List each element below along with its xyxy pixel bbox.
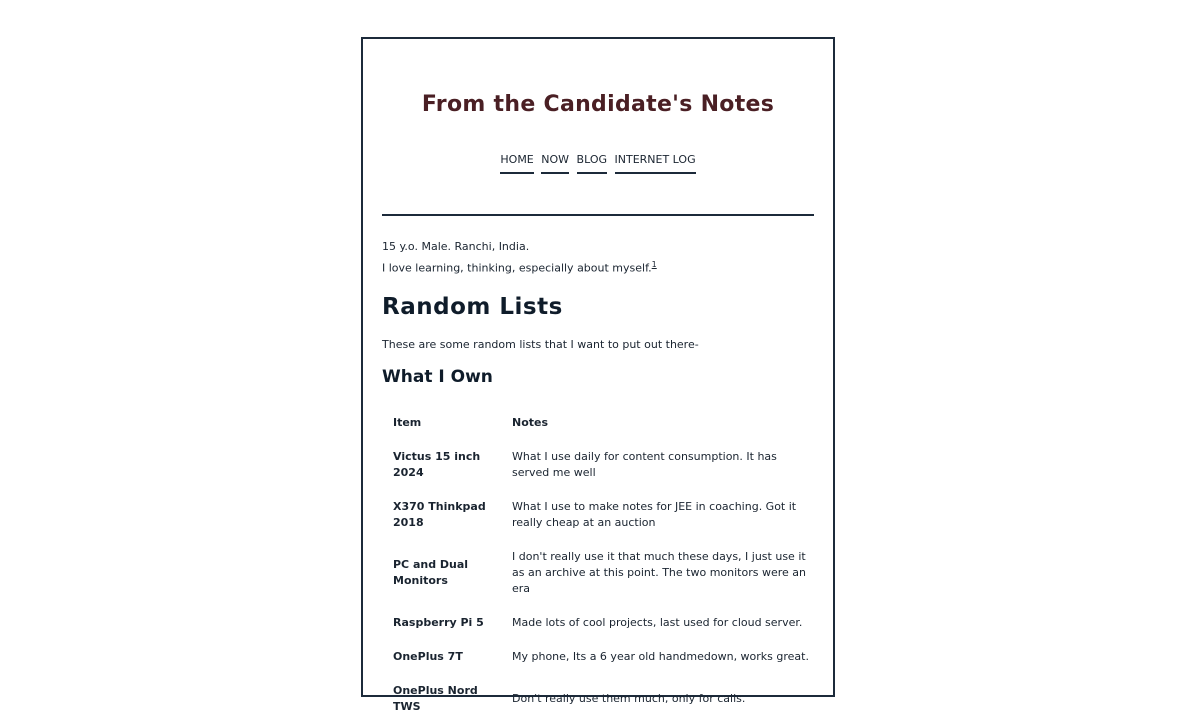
nav-home-link[interactable]: HOME (500, 153, 533, 174)
note-cell: Made lots of cool projects, last used for cloud server. (512, 615, 803, 629)
item-cell: X370 Thinkpad 2018 (393, 499, 486, 529)
page-card (361, 37, 835, 713)
table-row (382, 490, 818, 540)
main-nav (382, 153, 814, 174)
table-row (382, 440, 818, 490)
item-cell: Victus 15 inch 2024 (393, 449, 481, 479)
subsection-heading: What I Own (382, 366, 493, 387)
table-row (382, 540, 818, 606)
item-cell: OnePlus Nord TWS (393, 683, 478, 713)
table-row (382, 674, 818, 724)
note-cell: My phone, Its a 6 year old handmedown, works great. (512, 649, 809, 663)
note-cell: I don't really use it that much these days, I just use it as an archive at this point. The two monitors were an era (512, 549, 806, 595)
site-title: From the Candidate's Notes (421, 92, 775, 117)
table-header-row (382, 406, 818, 440)
intro-line-2-text: I love learning, thinking, especially about myself. (382, 261, 652, 275)
table-row (382, 606, 818, 640)
footnote-link[interactable]: 1 (651, 260, 657, 269)
nav-blog-link[interactable]: BLOG (577, 153, 607, 174)
note-cell: What I use to make notes for JEE in coaching. Got it really cheap at an auction (512, 499, 797, 529)
table-row (382, 640, 818, 674)
note-cell: Don't really use them much, only for calls. (512, 691, 746, 705)
intro (382, 238, 814, 278)
nav-now-link[interactable]: NOW (541, 153, 569, 174)
item-cell: OnePlus 7T (393, 649, 463, 663)
nav-internet-log-link[interactable]: INTERNET LOG (615, 153, 696, 174)
note-cell: What I use daily for content consumption. It has served me well (512, 449, 777, 479)
item-cell: PC and Dual Monitors (393, 557, 469, 587)
header-divider (382, 214, 814, 216)
intro-line-1: 15 y.o. Male. Ranchi, India. (382, 240, 530, 253)
item-cell: Raspberry Pi 5 (393, 615, 484, 629)
owned-items-table (382, 406, 818, 724)
column-header-item: Item (393, 415, 422, 429)
section-lead: These are some random lists that I want to put out there- (382, 337, 699, 351)
intro-line-2 (382, 256, 814, 278)
column-header-notes: Notes (512, 415, 549, 429)
section-heading: Random Lists (382, 293, 563, 320)
